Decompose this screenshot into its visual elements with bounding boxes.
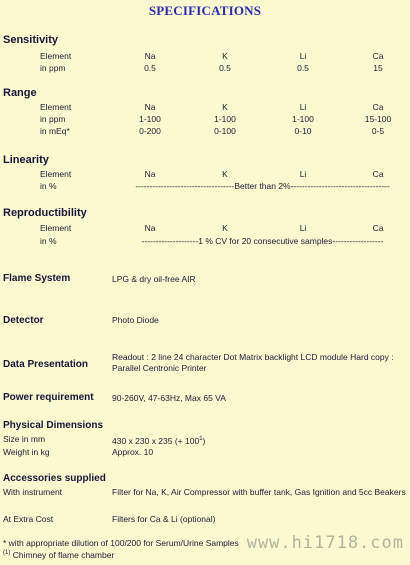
sensitivity-element-na: Na xyxy=(144,51,156,61)
range-meq-na: 0-200 xyxy=(139,126,161,136)
physical-dimensions-heading: Physical Dimensions xyxy=(3,420,104,431)
reproducibility-element-label: Element xyxy=(40,223,72,233)
linearity-element-li: Li xyxy=(299,169,307,179)
range-element-k: K xyxy=(222,102,228,112)
sensitivity-ppm-ca: 15 xyxy=(373,63,383,73)
linearity-value-line: -----------------------------------Better than 2%----------------------------------- xyxy=(135,181,390,191)
weight-value: Approx. 10 xyxy=(112,447,154,457)
extra-cost-label: At Extra Cost xyxy=(3,514,54,524)
extra-cost-value: Filters for Ca & Li (optional) xyxy=(112,514,216,524)
range-ppm-na: 1-100 xyxy=(139,114,161,124)
detector-label: Detector xyxy=(3,315,44,326)
reproducibility-value-line: --------------------1 % CV for 20 consecutive samples------------------ xyxy=(141,236,384,246)
linearity-heading: Linearity xyxy=(3,154,49,166)
range-element-ca: Ca xyxy=(372,102,384,112)
reproducibility-element-na: Na xyxy=(144,223,156,233)
detector-value: Photo Diode xyxy=(112,315,159,325)
range-element-na: Na xyxy=(144,102,156,112)
footnote-chimney-mark: (1) xyxy=(3,550,11,557)
sensitivity-element-ca: Ca xyxy=(372,51,384,61)
watermark: www.hi1718.com xyxy=(246,533,404,553)
weight-label: Weight in kg xyxy=(3,447,50,457)
range-element-li: Li xyxy=(299,102,307,112)
footnote-dilution: * with appropriate dilution of 100/200 for Serum/Urine Samples xyxy=(3,538,239,548)
linearity-element-ca: Ca xyxy=(372,169,384,179)
sensitivity-element-label: Element xyxy=(40,51,72,61)
range-ppm-ca: 15-100 xyxy=(364,114,392,124)
sensitivity-ppm-label: in ppm xyxy=(40,63,66,73)
with-instrument-value: Filter for Na, K, Air Compressor with buffer tank, Gas Ignition and 5cc Beakers xyxy=(112,487,406,497)
size-label: Size in mm xyxy=(3,434,46,444)
reproducibility-element-ca: Ca xyxy=(372,223,384,233)
reproducibility-element-li: Li xyxy=(299,223,307,233)
flame-system-value: LPG & dry oil-free AIR xyxy=(112,274,196,284)
linearity-element-k: K xyxy=(222,169,228,179)
sensitivity-ppm-k: 0.5 xyxy=(219,63,231,73)
range-meq-k: 0-100 xyxy=(214,126,236,136)
sensitivity-heading: Sensitivity xyxy=(3,34,59,46)
size-value-text: 430 x 230 x 235 (+ 100 xyxy=(112,435,200,446)
power-requirement-label: Power requirement xyxy=(3,392,94,403)
range-ppm-li: 1-100 xyxy=(292,114,314,124)
sensitivity-ppm-li: 0.5 xyxy=(297,63,309,73)
accessories-heading: Accessories supplied xyxy=(3,473,106,484)
range-element-label: Element xyxy=(40,102,72,112)
reproducibility-pct-label: in % xyxy=(40,236,57,246)
sensitivity-element-k: K xyxy=(222,51,228,61)
range-meq-label: in mEq* xyxy=(40,126,70,136)
data-presentation-value: Readout : 2 line 24 character Dot Matrix backlight LCD module Hard copy : Parallel Centronic Printer xyxy=(112,352,394,373)
range-meq-ca: 0-5 xyxy=(371,126,385,136)
size-value xyxy=(112,434,407,447)
range-ppm-label: in ppm xyxy=(40,114,66,124)
range-meq-li: 0-10 xyxy=(294,126,312,136)
linearity-pct-label: in % xyxy=(40,181,57,191)
linearity-element-label: Element xyxy=(40,169,72,179)
flame-system-label: Flame System xyxy=(3,273,71,284)
data-presentation-label: Data Presentation xyxy=(3,359,89,370)
size-value-close: ) xyxy=(202,435,206,446)
reproducibility-heading: Reproductibility xyxy=(3,207,87,219)
sensitivity-element-li: Li xyxy=(299,51,307,61)
power-requirement-value: 90-260V, 47-63Hz, Max 65 VA xyxy=(112,393,226,403)
footnote-chimney-text: Chimney of flame chamber xyxy=(10,550,115,560)
reproducibility-element-k: K xyxy=(222,223,228,233)
range-heading: Range xyxy=(3,87,37,99)
linearity-element-na: Na xyxy=(144,169,156,179)
footnote-chimney xyxy=(3,550,114,560)
range-ppm-k: 1-100 xyxy=(214,114,236,124)
with-instrument-label: With instrument xyxy=(3,487,63,497)
size-value-footnote-mark: 1 xyxy=(199,436,203,442)
sensitivity-ppm-na: 0.5 xyxy=(144,63,156,73)
page-title: SPECIFICATIONS xyxy=(148,3,262,18)
